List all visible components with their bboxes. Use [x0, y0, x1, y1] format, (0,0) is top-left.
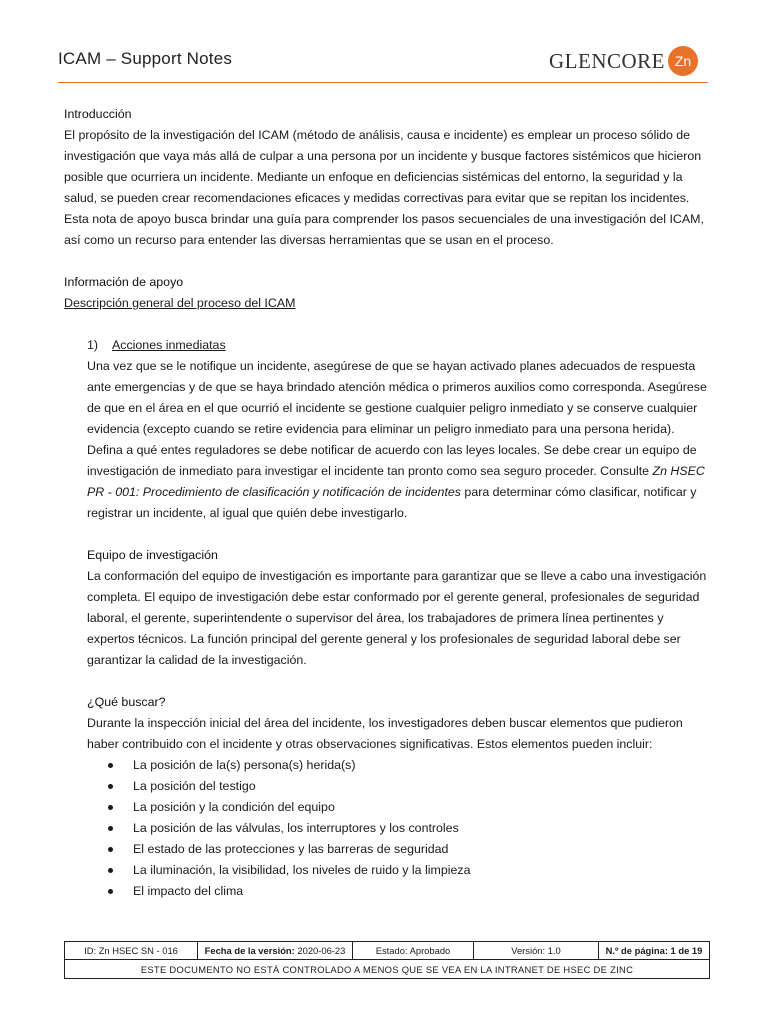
step-1-number: 1): [87, 338, 99, 352]
list-item: La iluminación, la visibilidad, los niveles de ruido y la limpieza: [108, 860, 708, 881]
bullet-icon: [108, 763, 113, 768]
process-overview-subheading: Descripción general del proceso del ICAM: [64, 296, 296, 310]
list-item: El estado de las protecciones y las barreras de seguridad: [108, 839, 708, 860]
bullet-icon: [108, 847, 113, 852]
footer-date: Fecha de la versión: 2020-06-23: [198, 942, 353, 959]
list-item: La posición de la(s) persona(s) herida(s): [108, 755, 708, 776]
footer-version: Versión: 1.0: [474, 942, 599, 959]
look-heading: ¿Qué buscar?: [87, 695, 166, 709]
footer-page-number: N.º de página: 1 de 19: [605, 945, 703, 956]
list-item: La posición de las válvulas, los interruptores y los controles: [108, 818, 708, 839]
zn-badge-icon: Zn: [668, 46, 698, 76]
bullet-icon: [108, 889, 113, 894]
intro-paragraph: El propósito de la investigación del ICAM (método de análisis, causa e incidente) es emplear un proceso sólido de investigación que vaya más allá de culpar a una persona por un incidente y busque factores sistémicos que hicieron posible que ocurriera un incidente. Mediante un enfoque en deficiencias sistémicas del entorno, la seguridad y la salud, se pueden crear recomendaciones eficaces y medidas correctivas para evitar que se repitan los incidentes. Esta nota de apoyo busca brindar una guía para comprender los pasos secuenciales de una investigación del ICAM, así como un recurso para entender las diversas herramientas que se usan en el proceso.: [64, 128, 704, 247]
look-items-list: [64, 755, 708, 902]
intro-heading: Introducción: [64, 107, 132, 121]
header-divider: [58, 82, 708, 83]
list-item: El impacto del clima: [108, 881, 708, 902]
footer-control-notice: ESTE DOCUMENTO NO ESTÁ CONTROLADO A MENOS QUE SE VEA EN LA INTRANET DE HSEC DE ZINC: [140, 963, 634, 975]
procedure-reference: Zn HSEC PR - 001: Procedimiento de clasificación y notificación de incidentes: [87, 464, 705, 499]
logo-text: GLENCORE: [549, 48, 665, 73]
support-heading: Información de apoyo: [64, 275, 184, 289]
bullet-icon: [108, 868, 113, 873]
bullet-icon: [108, 805, 113, 810]
document-title: ICAM – Support Notes: [58, 49, 233, 68]
footer-id: ID: Zn HSEC SN - 016: [65, 942, 198, 959]
page-header: [58, 46, 708, 82]
document-body: [64, 104, 708, 902]
glencore-logo: [549, 46, 698, 76]
bullet-icon: [108, 784, 113, 789]
bullet-icon: [108, 826, 113, 831]
team-heading: Equipo de investigación: [87, 548, 218, 562]
list-item: La posición del testigo: [108, 776, 708, 797]
list-item: La posición y la condición del equipo: [108, 797, 708, 818]
team-paragraph: La conformación del equipo de investigación es importante para garantizar que se lleve a cabo una investigación completa. El equipo de investigación debe estar conformado por el gerente general, profesionales de seguridad laboral, el gerente, superintendente o supervisor del área, los trabajadores de primera línea pertinentes y expertos técnicos. La función principal del gerente general y los profesionales de seguridad laboral debe ser garantizar la calidad de la investigación.: [87, 569, 707, 667]
step-1-title: Acciones inmediatas: [112, 338, 226, 352]
step-1-paragraph: Una vez que se le notifique un incidente, asegúrese de que se hayan activado planes adecuados de respuesta ante emergencias y de que se haya brindado atención médica o primeros auxilios como corresponda. Asegúrese de que en el área en el que ocurrió el incidente se gestione cualquier peligro inmediato y se conserve cualquier evidencia (excepto cuando se retire evidencia para eliminar un peligro inmediato para una persona herida). Defina a qué entes reguladores se debe notificar de acuerdo con las leyes locales. Se debe crear un equipo de investigación de inmediato para investigar el incidente tan pronto como sea seguro proceder. Consulte Zn HSEC PR - 001: Procedimiento de clasificación y notificación de incidentes para determinar cómo clasificar, notificar y registrar un incidente, al igual que quién debe investigarlo.: [87, 359, 707, 520]
look-paragraph: Durante la inspección inicial del área del incidente, los investigadores deben buscar elementos que pudieron haber contribuido con el incidente y otras observaciones significativas. Estos elementos pueden incluir:: [87, 716, 683, 751]
step-1-heading: [64, 335, 708, 356]
footer-status: Estado: Aprobado: [353, 942, 474, 959]
document-footer-table: [64, 941, 710, 979]
